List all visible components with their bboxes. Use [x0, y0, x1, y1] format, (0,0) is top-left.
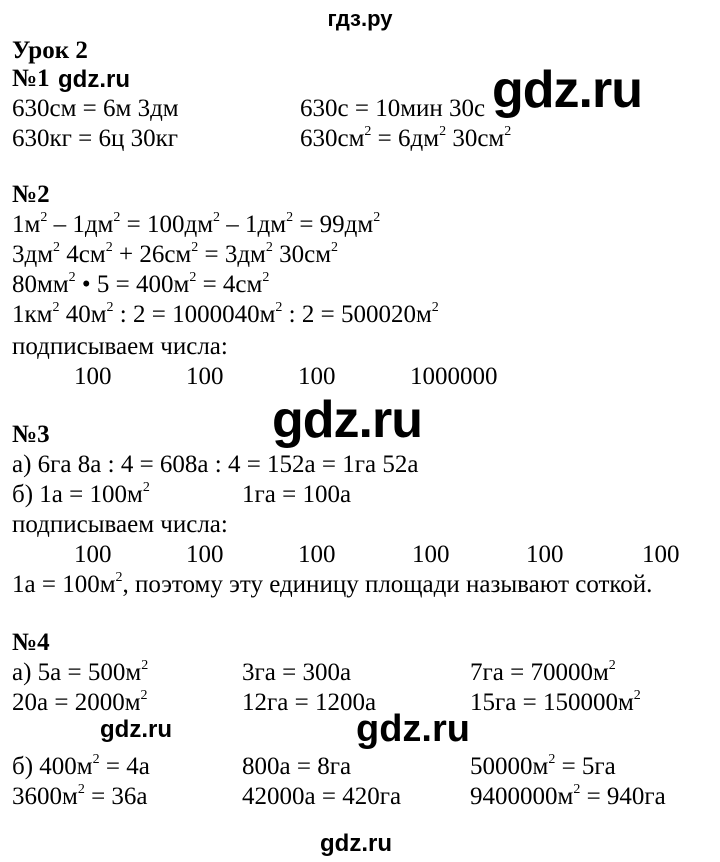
task4-a-row1-col1: а) $5а = 500м^2$ [12, 657, 149, 686]
task3-number: 100 [642, 541, 680, 568]
watermark: gdz.ru [272, 391, 422, 449]
task3-conclusion: $1а = 100м^2$, поэтому эту единицу площади называют соткой. [12, 569, 653, 598]
task2-line1: $1м^2 - 1дм^2 = 100дм^2 - 1дм^2 = 99дм^2$ [12, 209, 381, 238]
task2-line3: $80мм^2$ • $5 = 400м^2 = 4см^2$ [12, 269, 270, 298]
watermark: gdz.ru [100, 716, 172, 743]
task4-b-row1-col2: 800а = 8га [242, 753, 352, 780]
task4-label: №4 [12, 629, 50, 656]
task4-b-row1-col3: $50000м^2 = 5га$ [470, 751, 616, 780]
task3-caption: подписываем числа: [12, 511, 228, 538]
task2-caption: подписываем числа: [12, 333, 228, 360]
task4-a-row1-col2: 3га = 300а [242, 659, 352, 686]
task2-number: 100 [74, 363, 112, 390]
watermark: gdz.ru [320, 830, 392, 857]
task4-b-row2-col2: 42000а = 420га [242, 783, 402, 810]
task3-label: №3 [12, 421, 50, 448]
task1-label: №1 [12, 65, 50, 92]
task3-number: 100 [526, 541, 564, 568]
watermark: gdz.ru [356, 708, 470, 750]
task4-a-row2-col3: $15га = 150000м^2$ [470, 687, 641, 716]
task1-right-1: 630с = 10мин 30с [300, 95, 486, 122]
task1-left-1: 630см = 6м 3дм [12, 95, 179, 122]
watermark: gdz.ru [492, 61, 642, 119]
watermark: gdz.ru [58, 66, 130, 93]
task2-label: №2 [12, 181, 50, 208]
task3-number: 100 [186, 541, 224, 568]
task1-right-2: $630см^2 = 6дм^2$ $30см^2$ [300, 123, 512, 152]
task2-line2: $3дм^2$ $4см^2 + 26см^2 = 3дм^2$ $30см^2$ [12, 239, 339, 268]
task4-a-row2-col1: $20а = 2000м^2$ [12, 687, 148, 716]
lesson-title: Урок 2 [12, 37, 88, 64]
task4-a-row1-col3: $7га = 70000м^2$ [470, 657, 616, 686]
site-header: гдз.ру [327, 6, 393, 31]
task4-a-row2-col2: 12га = 1200а [242, 689, 377, 716]
task4-b-row2-col1: $3600м^2 = 36а$ [12, 781, 148, 810]
task4-b-row2-col3: $9400000м^2 = 940га$ [470, 781, 666, 810]
task2-number: 100 [186, 363, 224, 390]
task3-number: 100 [74, 541, 112, 568]
task2-number: 1000000 [410, 363, 498, 390]
task1-left-2: 630кг = 6ц 30кг [12, 125, 179, 152]
task3-line-b-left: б) $1а = 100м^2$ [12, 479, 150, 508]
task3-line-b-right: 1га = 100а [242, 481, 352, 508]
task3-number: 100 [298, 541, 336, 568]
task3-line-a: а) 6га 8а : 4 = 608а : 4 = 152а = 1га 52а [12, 451, 419, 478]
task4-b-row1-col1: б) $400м^2 = 4а$ [12, 751, 150, 780]
task2-number: 100 [298, 363, 336, 390]
task2-line4: $1км^2$ $40м^2$ : $2 = 1000040м^2$ : $2 = 500020м^2$ [12, 299, 439, 328]
task3-number: 100 [412, 541, 450, 568]
